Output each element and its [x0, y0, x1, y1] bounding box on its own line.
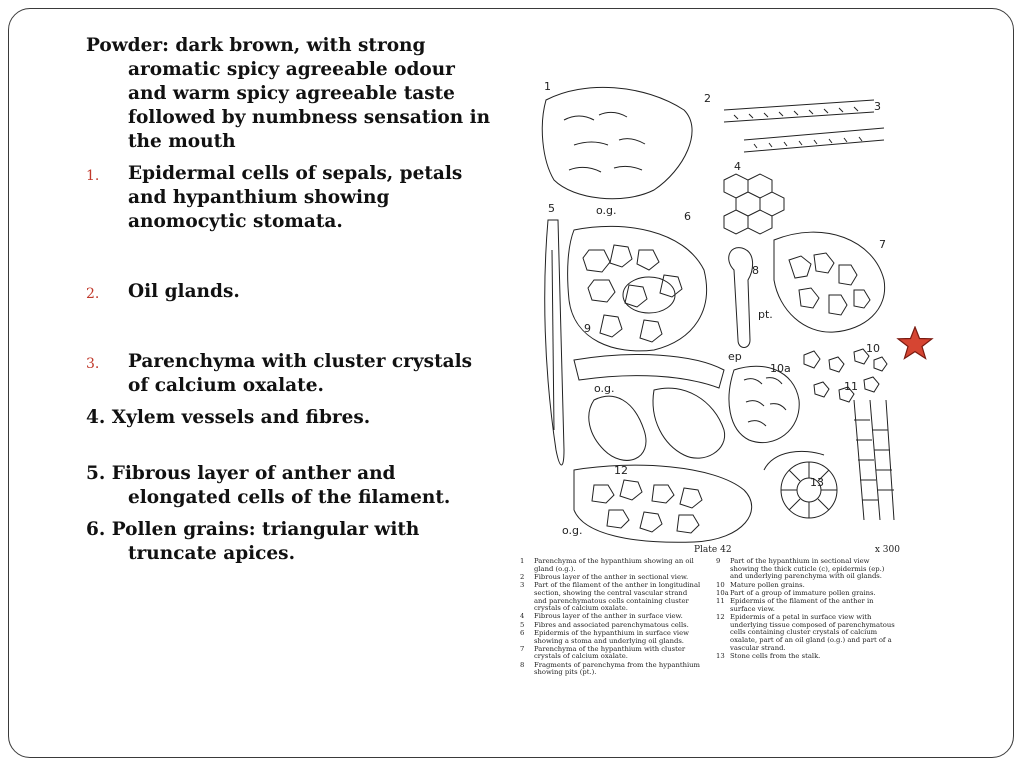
intro-paragraph: Powder: dark brown, with strong aromatic spicy agreeable odour and warm spicy agreeable taste followed by numbness sensation in the mouth — [86, 35, 491, 152]
legend-row: 3 Part of the filament of the anther in longitudinal section, showing the central vascular strand and parenchymatous cells containing cluster crystals of calcium oxalate. — [520, 581, 701, 613]
legend-row: 13 Stone cells from the stalk. — [716, 651, 821, 660]
plate-label-13: 13 — [810, 476, 824, 489]
list-text: Parenchyma with cluster crystals of calcium oxalate. — [128, 351, 473, 396]
list-number: 1. — [86, 168, 100, 184]
text-column — [86, 34, 496, 574]
plate-label-pt: pt. — [758, 308, 773, 321]
legend-row: 5 Fibres and associated parenchymatous cells. — [520, 620, 689, 629]
plate-label-6: 6 — [684, 210, 691, 223]
plate-label-5: 5 — [548, 202, 555, 215]
legend-row: 9 Part of the hypanthium in sectional view showing the thick cuticle (c), epidermis (ep.) and underlying parenchyma with oil glands. — [716, 557, 885, 581]
list-item-3 — [86, 350, 496, 398]
plate-illustration — [534, 70, 906, 544]
list-number: 3. — [86, 356, 100, 372]
legend-column-right — [716, 558, 898, 661]
plate-label-1: 1 — [544, 80, 551, 93]
list-item-1 — [86, 162, 496, 234]
plate-label-7: 7 — [879, 238, 886, 251]
plate-label-10: 10 — [866, 342, 880, 355]
plate-magnification: x 300 — [874, 545, 900, 555]
plate-header — [534, 545, 906, 557]
legend-row: 10a Part of a group of immature pollen grains. — [716, 588, 876, 597]
plate-label-ep: ep — [728, 350, 742, 363]
list-text: Oil glands. — [128, 281, 240, 302]
legend-row: 7 Parenchyma of the hypanthium with cluster crystals of calcium oxalate. — [520, 644, 686, 661]
legend-row: 12 Epidermis of a petal in surface view with underlying tissue composed of parenchymatous cells containing cluster crystals of calcium oxalate, part of an oil gland (o.g.) and part of a vascular strand. — [716, 612, 895, 652]
plate-legend — [520, 558, 906, 698]
plate-label-11: 11 — [844, 380, 858, 393]
microscopy-plate-drawing — [534, 70, 906, 544]
legend-column-left — [520, 558, 702, 678]
plate-label-12: 12 — [614, 464, 628, 477]
item-4: 4. Xylem vessels and fibres. — [86, 407, 371, 428]
list-text: Epidermal cells of sepals, petals and hypanthium showing anomocytic stomata. — [128, 163, 463, 232]
legend-row: 11 Epidermis of the filament of the anther in surface view. — [716, 597, 874, 613]
plate-label-9: 9 — [584, 322, 591, 335]
item-6: 6. Pollen grains: triangular with truncate apices. — [86, 519, 420, 564]
legend-row: 6 Epidermis of the hypanthium in surface view showing a stoma and underlying oil glands. — [520, 628, 689, 645]
plate-label-10a: 10a — [770, 362, 791, 375]
plate-label-3: 3 — [874, 100, 881, 113]
plate-label-og-2: o.g. — [594, 382, 615, 395]
plate-label-4: 4 — [734, 160, 741, 173]
legend-row: 8 Fragments of parenchyma from the hypanthium showing pits (pt.). — [520, 660, 700, 677]
list-item-2 — [86, 280, 496, 304]
plate-title: Plate 42 — [694, 545, 732, 555]
plate-label-2: 2 — [704, 92, 711, 105]
plate-label-og: o.g. — [596, 204, 617, 217]
star-icon — [896, 326, 934, 360]
plate-label-og-3: o.g. — [562, 524, 583, 537]
plate-label-8: 8 — [752, 264, 759, 277]
item-5: 5. Fibrous layer of anther and elongated cells of the filament. — [86, 463, 451, 508]
legend-row: 4 Fibrous layer of the anther in surface view. — [520, 612, 683, 621]
legend-row: 1 Parenchyma of the hypanthium showing an oil gland (o.g.). — [520, 557, 694, 573]
list-number: 2. — [86, 286, 100, 302]
legend-row: 2 Fibrous layer of the anther in sectional view. — [520, 572, 689, 581]
legend-row: 10 Mature pollen grains. — [716, 580, 805, 589]
